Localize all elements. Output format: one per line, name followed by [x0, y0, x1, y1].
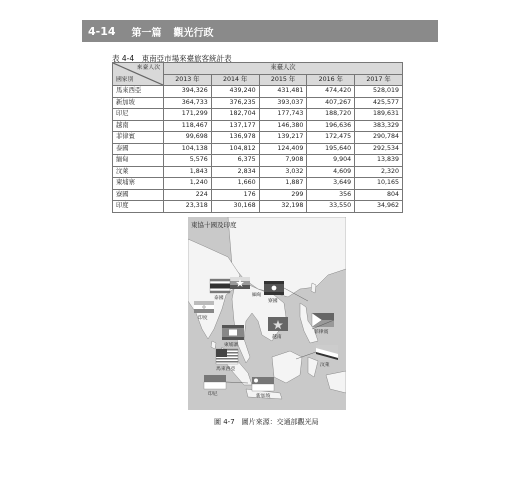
table-row — [113, 109, 403, 121]
value-cell: 195,640 — [307, 143, 355, 155]
value-cell: 188,720 — [307, 109, 355, 121]
value-cell: 3,649 — [307, 178, 355, 190]
year-header: 2017 年 — [355, 74, 403, 86]
country-cell: 馬來西亞 — [113, 86, 164, 98]
country-cell: 印度 — [113, 201, 164, 213]
value-cell: 425,577 — [355, 97, 403, 109]
value-cell: 182,704 — [211, 109, 259, 121]
value-cell: 407,267 — [307, 97, 355, 109]
table-row — [113, 201, 403, 213]
map-graphic — [188, 217, 346, 410]
value-cell: 292,534 — [355, 143, 403, 155]
table-row — [113, 132, 403, 144]
value-cell: 104,812 — [211, 143, 259, 155]
taiwan-landmass — [311, 283, 316, 293]
value-cell: 30,168 — [211, 201, 259, 213]
table-row — [113, 178, 403, 190]
cambodia-label: 柬埔寨 — [224, 343, 239, 348]
value-cell: 177,743 — [259, 109, 307, 121]
vietnam-label: 越南 — [272, 335, 282, 340]
value-cell: 299 — [259, 189, 307, 201]
malaysia-label: 馬來西亞 — [216, 367, 236, 372]
page-header — [82, 20, 438, 42]
india-label: 印度 — [198, 316, 208, 321]
value-cell: 99,698 — [164, 132, 212, 144]
map-title: 東協十國及印度 — [191, 221, 237, 229]
value-cell: 124,409 — [259, 143, 307, 155]
new-guinea-landmass — [326, 371, 346, 393]
value-cell: 356 — [307, 189, 355, 201]
value-cell: 224 — [164, 189, 212, 201]
indonesia-label: 印尼 — [208, 392, 218, 397]
value-cell: 171,299 — [164, 109, 212, 121]
malaysia-flag — [216, 349, 238, 364]
value-cell: 104,138 — [164, 143, 212, 155]
value-cell: 32,198 — [259, 201, 307, 213]
value-cell: 172,475 — [307, 132, 355, 144]
value-cell: 1,887 — [259, 178, 307, 190]
country-cell: 柬埔寨 — [113, 178, 164, 190]
brunei-label: 汶萊 — [320, 363, 330, 368]
value-cell: 196,636 — [307, 120, 355, 132]
singapore-flag — [252, 377, 274, 391]
value-cell: 376,235 — [211, 97, 259, 109]
value-cell: 439,240 — [211, 86, 259, 98]
country-cell: 菲律賓 — [113, 132, 164, 144]
country-cell: 寮國 — [113, 189, 164, 201]
corner-top-label: 來臺人次 — [136, 65, 160, 71]
laos-flag — [264, 281, 284, 295]
table-body — [113, 86, 403, 213]
value-cell: 383,329 — [355, 120, 403, 132]
value-cell: 3,032 — [259, 166, 307, 178]
thailand-label: 泰國 — [214, 296, 224, 301]
table-row — [113, 166, 403, 178]
value-cell: 189,631 — [355, 109, 403, 121]
table-row — [113, 155, 403, 167]
year-header: 2015 年 — [259, 74, 307, 86]
value-cell: 118,467 — [164, 120, 212, 132]
value-cell: 393,037 — [259, 97, 307, 109]
value-cell: 394,326 — [164, 86, 212, 98]
table-row — [113, 143, 403, 155]
corner-bottom-label: 國家別 — [116, 77, 134, 83]
value-cell: 2,320 — [355, 166, 403, 178]
value-cell: 33,550 — [307, 201, 355, 213]
value-cell: 4,609 — [307, 166, 355, 178]
brunei-flag — [316, 345, 338, 360]
thailand-flag — [210, 279, 230, 293]
value-cell: 474,420 — [307, 86, 355, 98]
value-cell: 1,660 — [211, 178, 259, 190]
country-cell: 印尼 — [113, 109, 164, 121]
cambodia-flag — [222, 325, 244, 340]
value-cell: 23,318 — [164, 201, 212, 213]
value-cell: 5,576 — [164, 155, 212, 167]
chapter-title: 觀光行政 — [173, 27, 214, 39]
part-title: 第一篇 — [131, 27, 162, 39]
value-cell: 13,839 — [355, 155, 403, 167]
sri-lanka-landmass — [211, 341, 216, 349]
myanmar-label: 緬甸 — [252, 293, 262, 298]
year-header: 2016 年 — [307, 74, 355, 86]
figure-caption: 圖 4-7 圖片來源：交通部觀光局 — [214, 418, 319, 426]
country-cell: 緬甸 — [113, 155, 164, 167]
table-row — [113, 120, 403, 132]
value-cell: 1,240 — [164, 178, 212, 190]
value-cell: 146,380 — [259, 120, 307, 132]
table-row — [113, 189, 403, 201]
page-number: 4-14 — [88, 24, 116, 38]
indonesia-flag — [204, 375, 226, 389]
visitor-statistics-table — [112, 62, 403, 213]
value-cell: 137,177 — [211, 120, 259, 132]
group-header: 來臺人次 — [164, 63, 403, 75]
year-header: 2013 年 — [164, 74, 212, 86]
value-cell: 528,019 — [355, 86, 403, 98]
value-cell: 9,904 — [307, 155, 355, 167]
india-flag — [194, 301, 214, 313]
myanmar-flag — [230, 277, 250, 289]
table-row — [113, 97, 403, 109]
laos-label: 寮國 — [268, 299, 278, 304]
vietnam-flag — [268, 317, 288, 331]
table-caption: 表 4-4 東南亞市場來臺旅客統計表 — [112, 54, 232, 63]
value-cell: 176 — [211, 189, 259, 201]
table-corner-header — [113, 63, 164, 86]
value-cell: 34,962 — [355, 201, 403, 213]
value-cell: 10,165 — [355, 178, 403, 190]
country-cell: 泰國 — [113, 143, 164, 155]
value-cell: 431,481 — [259, 86, 307, 98]
table-row — [113, 86, 403, 98]
philippines-flag — [312, 313, 334, 327]
country-cell: 新加坡 — [113, 97, 164, 109]
country-cell: 越南 — [113, 120, 164, 132]
value-cell: 7,908 — [259, 155, 307, 167]
year-header: 2014 年 — [211, 74, 259, 86]
value-cell: 139,217 — [259, 132, 307, 144]
value-cell: 290,784 — [355, 132, 403, 144]
value-cell: 1,843 — [164, 166, 212, 178]
value-cell: 2,834 — [211, 166, 259, 178]
borneo-landmass — [272, 351, 302, 383]
singapore-label: 新加坡 — [256, 394, 271, 399]
value-cell: 136,978 — [211, 132, 259, 144]
country-cell: 汶萊 — [113, 166, 164, 178]
value-cell: 804 — [355, 189, 403, 201]
asean-map — [188, 217, 346, 410]
value-cell: 6,375 — [211, 155, 259, 167]
value-cell: 364,733 — [164, 97, 212, 109]
philippines-label: 菲律賓 — [314, 330, 329, 335]
